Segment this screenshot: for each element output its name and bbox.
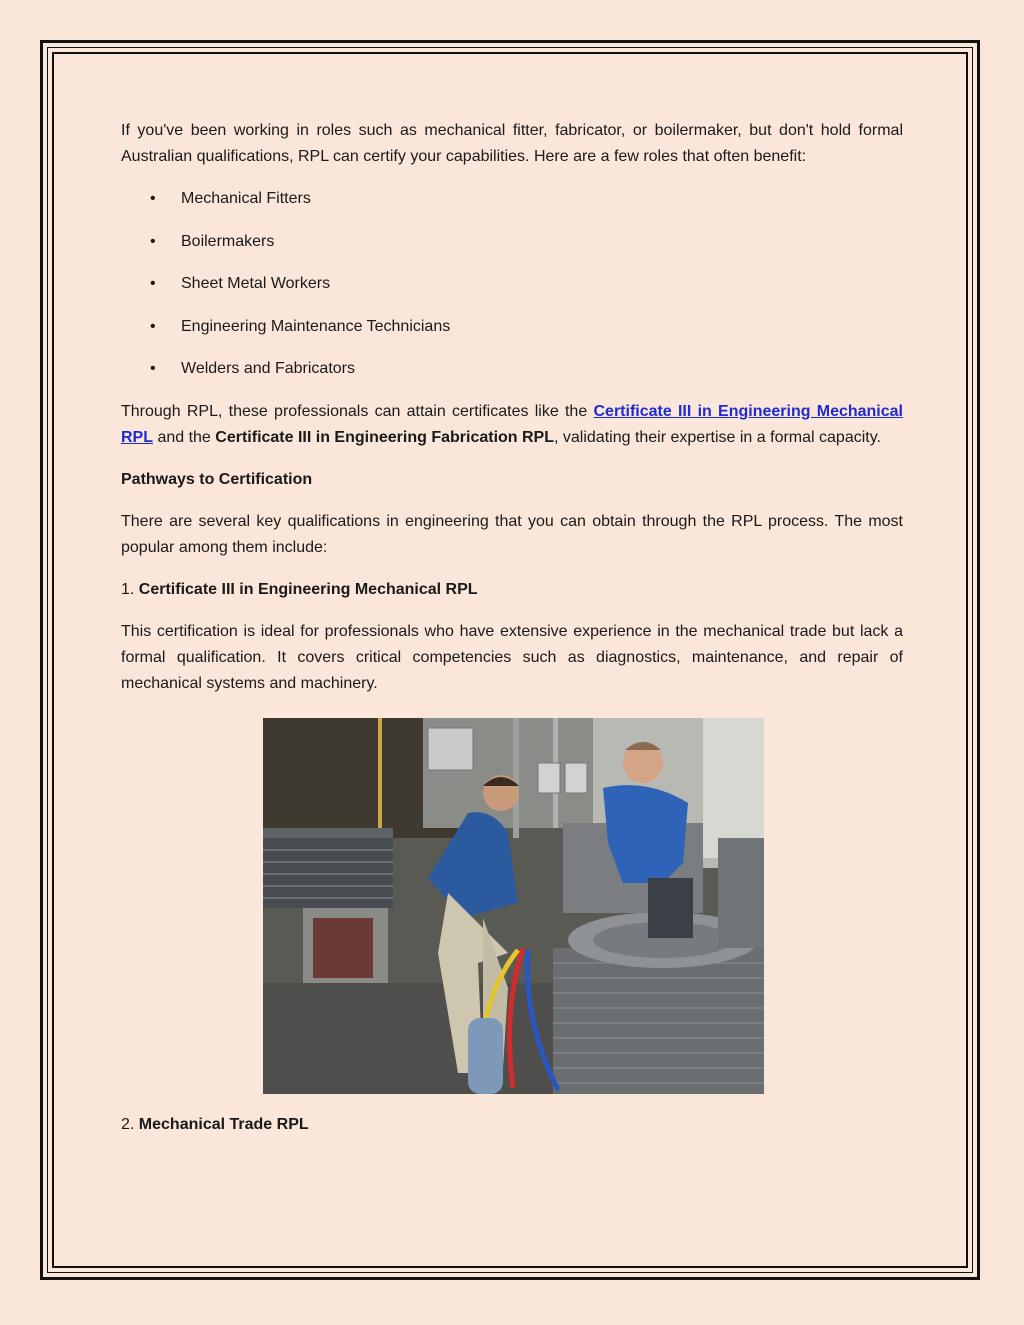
technicians-photo [263,718,764,1094]
qualifications-paragraph: There are several key qualifications in engineering that you can obtain through the RPL process. The most popular among them include: [121,512,903,556]
item-1-description: This certification is ideal for professionals who have extensive experience in the mechanical trade but lack a formal qualification. It covers critical competencies such as diagnostics, maintenance, and repair of mechanical systems and machinery. [121,622,903,692]
pathways-heading: Pathways to Certification [121,470,313,488]
fabrication-certificate-text: Certificate III in Engineering Fabrication RPL [215,428,554,446]
bullet-icon: • [150,275,156,292]
list-item: • Engineering Maintenance Technicians [121,314,903,340]
certificate-mechanical-link[interactable]: Certificate III in Engineering Mechanical RPL [121,402,903,446]
item-1-heading: 1. Certificate III in Engineering Mechanical RPL [121,580,478,598]
bullet-icon: • [150,317,156,335]
list-item: • Mechanical Fitters [121,186,903,212]
roles-list [121,186,903,382]
list-item: • Boilermakers [121,229,903,255]
document-body [121,118,903,713]
bullet-icon: • [150,232,156,250]
list-item: • Sheet Metal Workers [121,271,903,297]
item-2-heading: 2. Mechanical Trade RPL [121,1116,309,1133]
intro-paragraph: If you've been working in roles such as mechanical fitter, fabricator, or boilermaker, but don't hold formal Australian qualifications, RPL can certify your capabilities. Here are a few roles that often benefit: [121,122,903,165]
through-paragraph: Through RPL, these professionals can attain certificates like the Certificate III in Engineering Mechanical RPL and the Certificate III in Engineering Fabrication RPL, validating their expertise in a formal capacity. [121,402,903,446]
list-item: • Welders and Fabricators [121,356,903,382]
bullet-icon: • [150,190,156,207]
bullet-icon: • [150,360,156,377]
